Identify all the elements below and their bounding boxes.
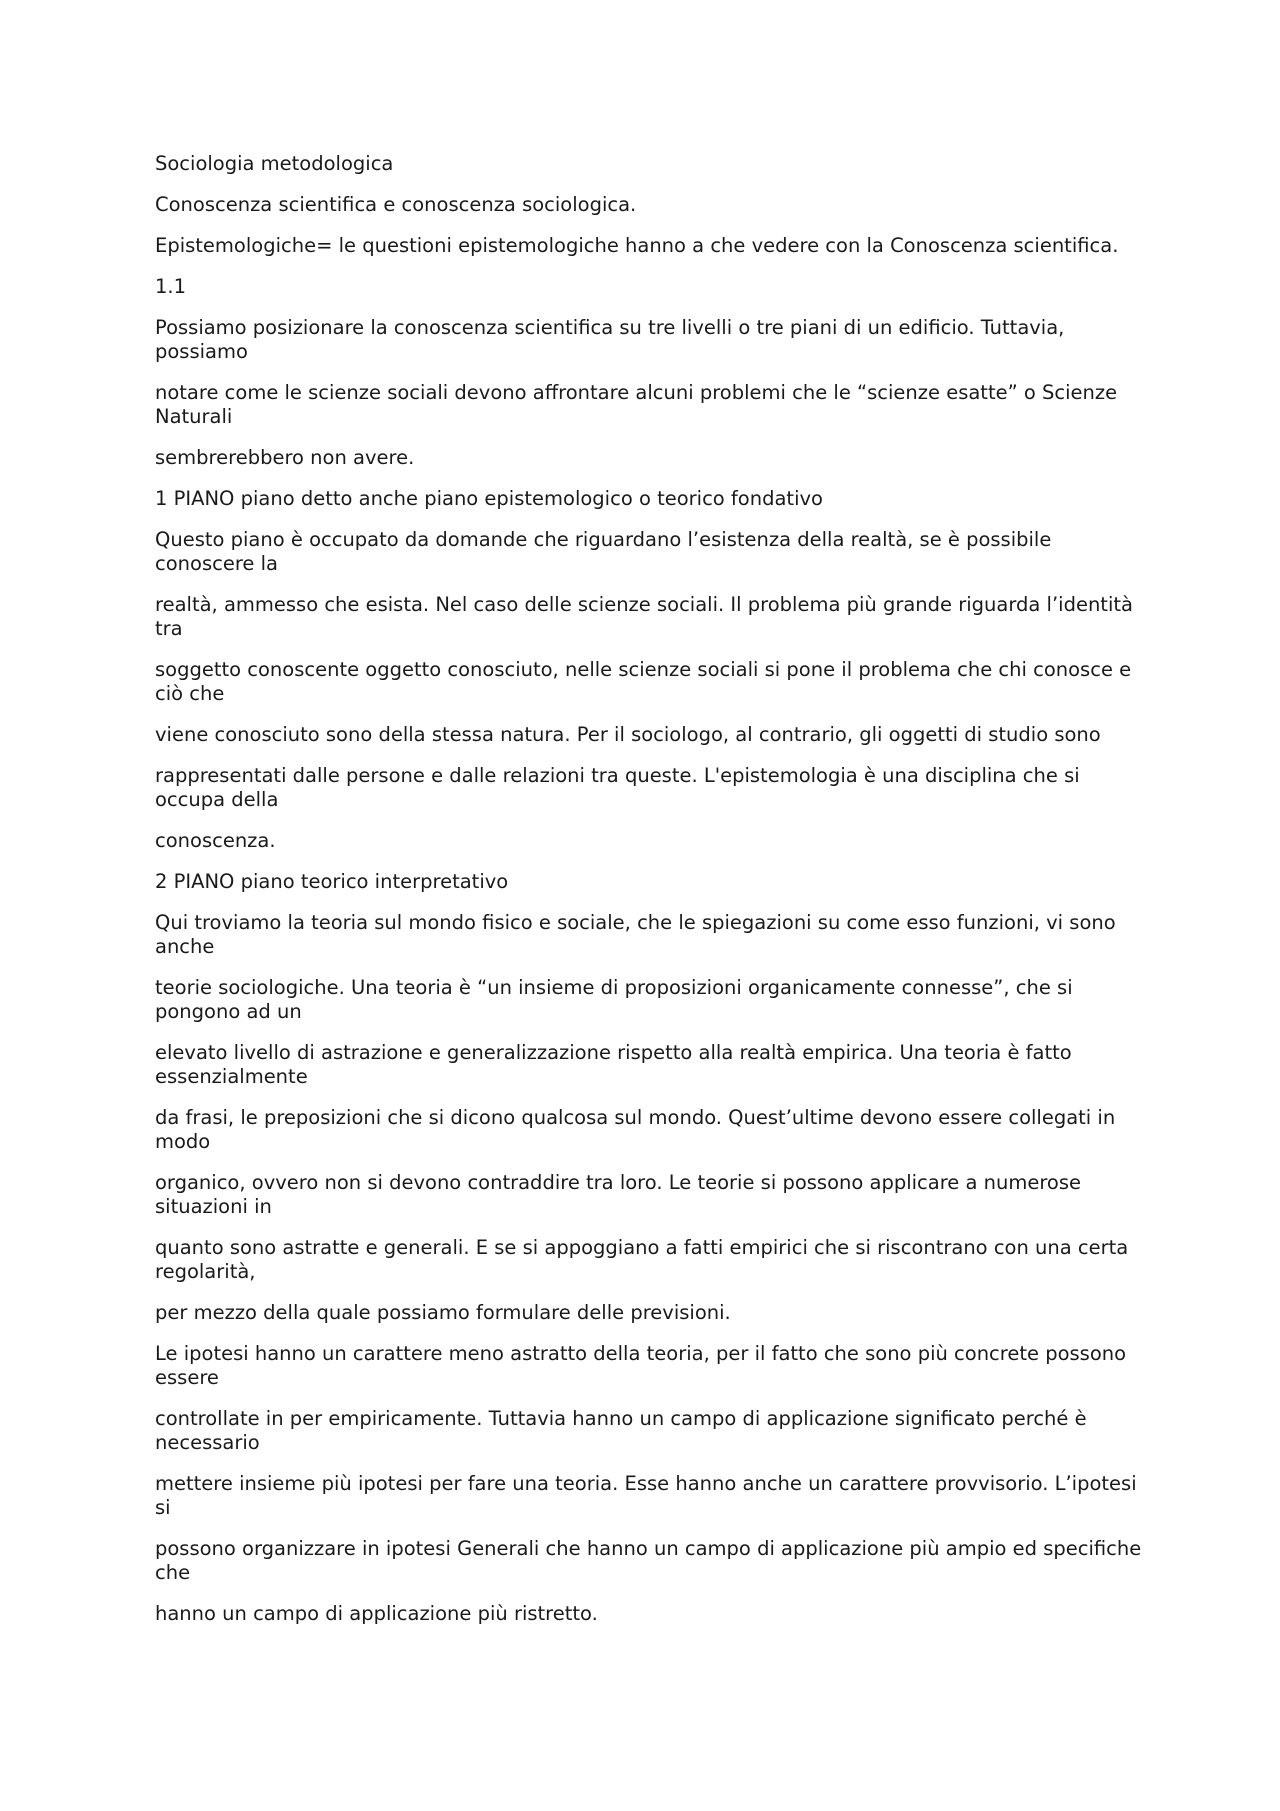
paragraph-line: hanno un campo di applicazione più ristretto. bbox=[155, 1602, 598, 1625]
paragraph-line: possono organizzare in ipotesi Generali che hanno un campo di applicazione più ampio ed specifiche bbox=[155, 1537, 1142, 1560]
paragraph bbox=[155, 1407, 1135, 1455]
paragraph-line: anche bbox=[155, 935, 215, 958]
paragraph-line: Possiamo posizionare la conoscenza scientifica su tre livelli o tre piani di un edificio. Tuttavia, bbox=[155, 316, 1065, 339]
paragraph bbox=[155, 723, 1135, 747]
paragraph-line: notare come le scienze sociali devono affrontare alcuni problemi che le “scienze esatte” o Scienze bbox=[155, 381, 1118, 404]
paragraph bbox=[155, 316, 1135, 364]
paragraph bbox=[155, 976, 1135, 1024]
paragraph-line: 2 PIANO piano teorico interpretativo bbox=[155, 870, 509, 893]
paragraph-line: occupa della bbox=[155, 788, 279, 811]
paragraph bbox=[155, 829, 1135, 853]
paragraph bbox=[155, 446, 1135, 470]
paragraph-line: Conoscenza scientifica e conoscenza sociologica. bbox=[155, 193, 637, 216]
paragraph-line: viene conosciuto sono della stessa natura. Per il sociologo, al contrario, gli oggetti di studio sono bbox=[155, 723, 1101, 746]
paragraph-line: Le ipotesi hanno un carattere meno astratto della teoria, per il fatto che sono più concrete possono bbox=[155, 1342, 1127, 1365]
paragraph-line: si bbox=[155, 1496, 171, 1519]
paragraph-line: 1 PIANO piano detto anche piano epistemologico o teorico fondativo bbox=[155, 487, 823, 510]
paragraph-line: elevato livello di astrazione e generalizzazione rispetto alla realtà empirica. Una teoria è fatto bbox=[155, 1041, 1072, 1064]
paragraph bbox=[155, 1301, 1135, 1325]
paragraph bbox=[155, 1106, 1135, 1154]
paragraph bbox=[155, 234, 1135, 258]
paragraph-line: essenzialmente bbox=[155, 1065, 308, 1088]
paragraph-line: ciò che bbox=[155, 682, 225, 705]
document-body bbox=[155, 152, 1142, 1643]
paragraph-line: Qui troviamo la teoria sul mondo fisico e sociale, che le spiegazioni su come esso funzioni, vi sono bbox=[155, 911, 1116, 934]
paragraph-line: sembrerebbero non avere. bbox=[155, 446, 415, 469]
paragraph bbox=[155, 1472, 1135, 1520]
paragraph-line: rappresentati dalle persone e dalle relazioni tra queste. L'epistemologia è una disciplina che si bbox=[155, 764, 1080, 787]
paragraph-line: Sociologia metodologica bbox=[155, 152, 394, 175]
paragraph-line: tra bbox=[155, 617, 183, 640]
paragraph bbox=[155, 870, 1135, 894]
paragraph bbox=[155, 1236, 1135, 1284]
paragraph bbox=[155, 764, 1135, 812]
paragraph-line: Questo piano è occupato da domande che riguardano l’esistenza della realtà, se è possibile bbox=[155, 528, 1052, 551]
paragraph-line: mettere insieme più ipotesi per fare una teoria. Esse hanno anche un carattere provvisorio. L’ipotesi bbox=[155, 1472, 1137, 1495]
paragraph-line: soggetto conoscente oggetto conosciuto, nelle scienze sociali si pone il problema che chi conosce e bbox=[155, 658, 1132, 681]
paragraph-line: essere bbox=[155, 1366, 219, 1389]
paragraph bbox=[155, 152, 1135, 176]
paragraph bbox=[155, 658, 1135, 706]
paragraph-line: conoscenza. bbox=[155, 829, 276, 852]
paragraph-line: controllate in per empiricamente. Tuttavia hanno un campo di applicazione significato perché è bbox=[155, 1407, 1087, 1430]
paragraph-line: modo bbox=[155, 1130, 211, 1153]
paragraph bbox=[155, 1041, 1135, 1089]
paragraph bbox=[155, 381, 1135, 429]
paragraph-line: Epistemologiche= le questioni epistemologiche hanno a che vedere con la Conoscenza scientifica. bbox=[155, 234, 1119, 257]
paragraph bbox=[155, 593, 1135, 641]
paragraph-line: teorie sociologiche. Una teoria è “un insieme di proposizioni organicamente connesse”, che si bbox=[155, 976, 1073, 999]
paragraph bbox=[155, 487, 1135, 511]
paragraph-line: 1.1 bbox=[155, 275, 187, 298]
paragraph-line: situazioni in bbox=[155, 1195, 272, 1218]
paragraph-line: necessario bbox=[155, 1431, 260, 1454]
paragraph-line: conoscere la bbox=[155, 552, 278, 575]
paragraph bbox=[155, 1171, 1135, 1219]
paragraph-line: organico, ovvero non si devono contraddire tra loro. Le teorie si possono applicare a numerose bbox=[155, 1171, 1082, 1194]
paragraph bbox=[155, 1602, 1135, 1626]
paragraph-line: possiamo bbox=[155, 340, 248, 363]
paragraph-line: per mezzo della quale possiamo formulare delle previsioni. bbox=[155, 1301, 731, 1324]
paragraph-line: realtà, ammesso che esista. Nel caso delle scienze sociali. Il problema più grande riguarda l’identità bbox=[155, 593, 1133, 616]
paragraph bbox=[155, 1537, 1142, 1585]
paragraph-line: Naturali bbox=[155, 405, 233, 428]
paragraph bbox=[155, 1342, 1135, 1390]
paragraph bbox=[155, 911, 1135, 959]
paragraph-line: da frasi, le preposizioni che si dicono qualcosa sul mondo. Quest’ultime devono essere collegati in bbox=[155, 1106, 1116, 1129]
paragraph-line: pongono ad un bbox=[155, 1000, 302, 1023]
paragraph bbox=[155, 528, 1135, 576]
paragraph bbox=[155, 275, 1135, 299]
paragraph-line: quanto sono astratte e generali. E se si appoggiano a fatti empirici che si riscontrano con una certa bbox=[155, 1236, 1129, 1259]
paragraph-line: regolarità, bbox=[155, 1260, 256, 1283]
paragraph-line: che bbox=[155, 1561, 191, 1584]
paragraph bbox=[155, 193, 1135, 217]
